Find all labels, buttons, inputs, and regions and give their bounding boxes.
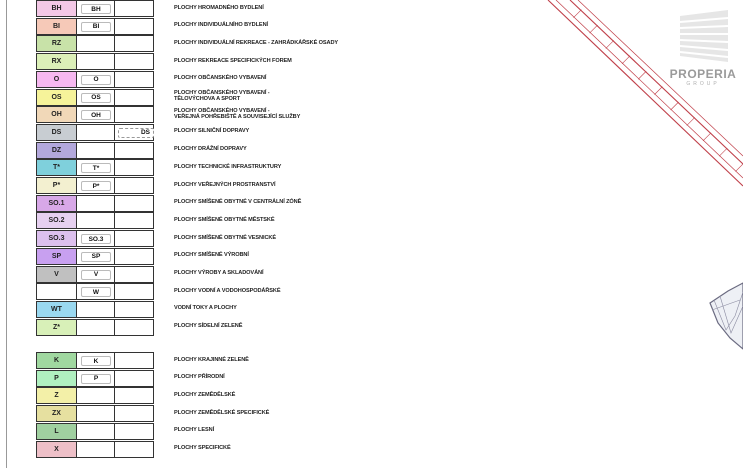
legend-code: WT: [36, 301, 77, 318]
railway-tick: [719, 148, 727, 156]
legend-chip: SO.3: [81, 234, 111, 244]
railway-tick: [735, 164, 743, 172]
legend-code: SP: [36, 248, 77, 265]
legend-description-line: PLOCHY SILNIČNÍ DOPRAVY: [174, 128, 250, 135]
railway-tick: [606, 40, 614, 48]
logo-name: PROPERIA: [669, 67, 737, 81]
railway-tick: [590, 25, 598, 33]
logo-subtitle: GROUP: [686, 81, 720, 87]
railway-tick: [654, 87, 662, 95]
legend-code: T*: [36, 159, 77, 176]
legend-chip: W: [81, 287, 111, 297]
legend-code: BI: [36, 18, 77, 35]
railway-tick: [703, 133, 711, 141]
legend-code: K: [36, 352, 77, 369]
legend-description-line: PLOCHY REKREACE SPECIFICKÝCH FOREM: [174, 57, 292, 64]
legend-chip: BH: [81, 4, 111, 14]
railway-tick: [573, 10, 581, 18]
building-mark-icon: [676, 10, 732, 62]
legend-description-line: PLOCHY TECHNICKÉ INFRASTRUKTURY: [174, 163, 282, 170]
legend-description-line: TĚLOVÝCHOVA A SPORT: [174, 96, 241, 102]
legend-description-line: PLOCHY HROMADNÉHO BYDLENÍ: [174, 4, 264, 11]
legend-description-line: PLOCHY VODNÍ A VODOHOSPODÁŘSKÉ: [174, 287, 281, 294]
legend-chip: P: [81, 374, 111, 384]
legend-description-line: PLOCHY SMÍŠENÉ OBYTNÉ MĚSTSKÉ: [174, 216, 275, 223]
legend-code: SO.3: [36, 230, 77, 247]
legend-description-line: PLOCHY PŘÍRODNÍ: [174, 374, 225, 381]
parcel-shape: [710, 283, 743, 349]
legend-chip: DS: [118, 128, 154, 138]
legend-code: V: [36, 266, 77, 283]
legend-chip: BI: [81, 22, 111, 32]
legend-code: SO.2: [36, 212, 77, 229]
legend-chip: O: [81, 75, 111, 85]
legend-code: X: [36, 441, 77, 458]
legend-description-line: PLOCHY SMÍŠENÉ VÝROBNÍ: [174, 252, 249, 259]
legend-description-line: PLOCHY VÝROBY A SKLADOVÁNÍ: [174, 270, 264, 277]
legend-code: OH: [36, 106, 77, 123]
legend-chip: T*: [81, 163, 111, 173]
legend-chip: V: [81, 270, 111, 280]
legend-code: SO.1: [36, 195, 77, 212]
legend-description-line: PLOCHY SPECIFICKÉ: [174, 445, 231, 452]
legend-description-line: PLOCHY INDIVIDUÁLNÍHO BYDLENÍ: [174, 22, 268, 29]
legend-description-line: PLOCHY DRÁŽNÍ DOPRAVY: [174, 146, 247, 153]
legend-code: Z*: [36, 319, 77, 336]
legend-code: DZ: [36, 142, 77, 159]
legend-code: ZX: [36, 405, 77, 422]
legend-description-line: PLOCHY ZEMĚDĚLSKÉ: [174, 391, 236, 398]
legend-code: P: [36, 370, 77, 387]
railway-tick: [622, 56, 630, 64]
legend-code: Z: [36, 387, 77, 404]
legend-chip: P*: [81, 181, 111, 191]
legend-description-line: PLOCHY SMÍŠENÉ OBYTNÉ VESNICKÉ: [174, 234, 276, 241]
legend-code: L: [36, 423, 77, 440]
legend-description-line: PLOCHY KRAJINNÉ ZELENĚ: [174, 356, 249, 363]
legend-description-line: PLOCHY ZEMĚDĚLSKÉ SPECIFICKÉ: [174, 409, 270, 416]
legend-description-line: PLOCHY INDIVIDUÁLNÍ REKREACE - ZAHRÁDKÁŘSKÉ OSADY: [174, 39, 339, 46]
legend-description-line: PLOCHY SÍDELNÍ ZELENĚ: [174, 323, 243, 330]
legend-code: OS: [36, 89, 77, 106]
legend-code: RZ: [36, 35, 77, 52]
legend-description-line: VODNÍ TOKY A PLOCHY: [174, 305, 237, 312]
legend-chip: SP: [81, 252, 111, 262]
legend-code: P*: [36, 177, 77, 194]
railway-tick: [671, 102, 679, 110]
legend-description-line: PLOCHY SMÍŠENÉ OBYTNÉ V CENTRÁLNÍ ZÓNĚ: [174, 199, 302, 206]
legend-chip: K: [81, 356, 111, 366]
legend-description-line: PLOCHY VEŘEJNÝCH PROSTRANSTVÍ: [174, 181, 276, 188]
legend-code: DS: [36, 124, 77, 141]
legend-description-line: PLOCHY OBČANSKÉHO VYBAVENÍ -: [174, 107, 270, 114]
railway-tick: [638, 71, 646, 79]
legend-description-line: VEŘEJNÁ POHŘEBIŠTĚ A SOUVISEJÍCÍ SLUŽBY: [174, 113, 301, 120]
legend-code: RX: [36, 53, 77, 70]
legend-description-line: PLOCHY LESNÍ: [174, 427, 215, 434]
legend-description-line: PLOCHY OBČANSKÉHO VYBAVENÍ -: [174, 90, 270, 97]
legend-chip: OH: [81, 110, 111, 120]
legend-code: BH: [36, 0, 77, 17]
legend-code: O: [36, 71, 77, 88]
legend-description-line: PLOCHY OBČANSKÉHO VYBAVENÍ: [174, 75, 267, 82]
railway-tick: [687, 117, 695, 125]
legend-chip: OS: [81, 93, 111, 103]
